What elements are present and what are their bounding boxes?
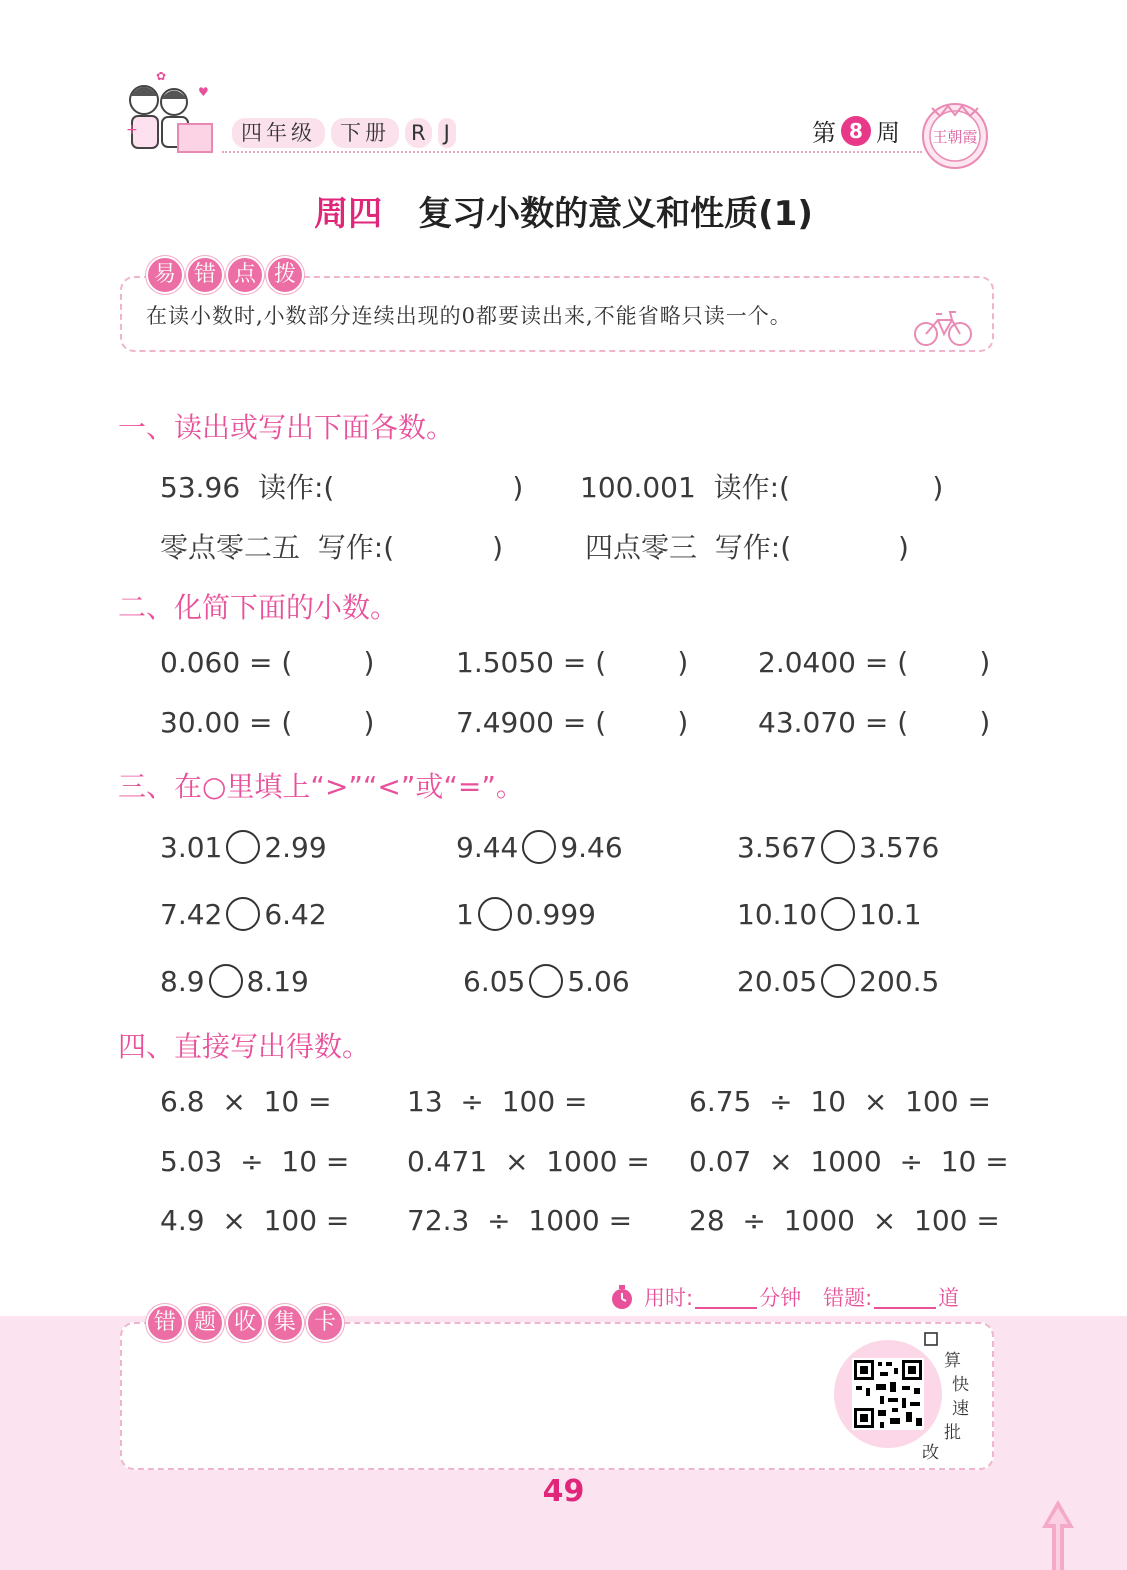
compare-circle[interactable]	[226, 897, 260, 931]
compare-item	[160, 897, 327, 931]
compare-right: 10.1	[859, 897, 922, 931]
compare-left: 1	[456, 897, 474, 931]
qr-code-icon[interactable]	[852, 1358, 924, 1430]
edition-j-tag: J	[438, 118, 456, 148]
card-label-char: 错	[146, 1304, 184, 1342]
qr-side-char: 批	[944, 1423, 961, 1443]
compare-left: 20.05	[737, 964, 818, 998]
compare-left: 3.01	[160, 830, 223, 864]
card-label-char: 集	[266, 1304, 304, 1342]
compare-left: 8.9	[160, 964, 205, 998]
compare-item	[456, 897, 596, 931]
week-number: 8	[841, 116, 871, 146]
svg-text:✿: ✿	[156, 72, 167, 83]
tip-label-char: 点	[226, 256, 264, 294]
compare-item	[456, 830, 623, 864]
compare-right: 2.99	[264, 830, 327, 864]
calc-item: 0.07 × 1000 ÷ 10 =	[689, 1145, 1009, 1178]
tip-label	[146, 256, 304, 294]
simplify-item: 30.00 = ( )	[160, 706, 375, 739]
calc-item: 6.75 ÷ 10 × 100 =	[689, 1085, 991, 1118]
calc-item: 28 ÷ 1000 × 100 =	[689, 1204, 1000, 1237]
compare-circle[interactable]	[529, 964, 563, 998]
volume-tag: 下册	[331, 118, 399, 148]
qr-side-char: 算	[944, 1351, 961, 1371]
calc-item: 5.03 ÷ 10 =	[160, 1145, 350, 1178]
scan-frame-icon	[924, 1332, 938, 1346]
week-suffix: 周	[876, 119, 900, 147]
simplify-item: 0.060 = ( )	[160, 646, 375, 679]
compare-circle[interactable]	[209, 964, 243, 998]
time-unit: 分钟	[759, 1286, 802, 1310]
bicycle-icon	[912, 308, 974, 348]
compare-right: 3.576	[859, 830, 940, 864]
compare-circle[interactable]	[522, 830, 556, 864]
time-blank[interactable]	[695, 1285, 757, 1309]
compare-item	[737, 830, 939, 864]
calc-item: 4.9 × 100 =	[160, 1204, 350, 1237]
compare-circle[interactable]	[478, 897, 512, 931]
qr-side-char: 快	[952, 1375, 969, 1395]
errors-blank[interactable]	[874, 1285, 936, 1309]
time-label: 用时:	[644, 1286, 694, 1310]
compare-left: 6.05	[463, 964, 526, 998]
grade-tags	[232, 118, 456, 148]
compare-right: 8.19	[246, 964, 309, 998]
qr-side-char: 速	[952, 1399, 969, 1419]
card-label-char: 收	[226, 1304, 264, 1342]
simplify-item: 43.070 = ( )	[758, 706, 991, 739]
compare-left: 9.44	[456, 830, 519, 864]
error-card-label	[146, 1304, 344, 1342]
stopwatch-icon	[608, 1283, 636, 1311]
simplify-item: 2.0400 = ( )	[758, 646, 991, 679]
write-item: 四点零三 写作:( )	[585, 531, 909, 564]
seal-text: 王朝霞	[932, 128, 978, 146]
compare-left: 7.42	[160, 897, 223, 931]
read-item: 100.001 读作:( )	[580, 471, 944, 504]
compare-right: 200.5	[859, 964, 940, 998]
compare-circle[interactable]	[226, 830, 260, 864]
section-1-heading: 一、读出或写出下面各数。	[118, 411, 455, 444]
calc-item: 6.8 × 10 =	[160, 1085, 332, 1118]
page-number: 49	[542, 1474, 585, 1509]
qr-side-char: 改	[922, 1443, 939, 1463]
section-3-heading: 三、在○里填上“>”“<”或“=”。	[118, 770, 524, 803]
time-error-stats	[608, 1282, 959, 1312]
read-item: 53.96 读作:( )	[160, 471, 524, 504]
compare-right: 6.42	[264, 897, 327, 931]
kids-illustration-icon	[118, 72, 218, 162]
calc-item: 13 ÷ 100 =	[407, 1085, 588, 1118]
edition-r-tag: R	[405, 118, 432, 148]
compare-circle[interactable]	[821, 964, 855, 998]
tip-label-char: 错	[186, 256, 224, 294]
week-indicator	[812, 113, 900, 148]
calc-item: 0.471 × 1000 =	[407, 1145, 650, 1178]
compare-item	[160, 964, 309, 998]
card-label-char: 卡	[306, 1304, 344, 1342]
compare-right: 5.06	[567, 964, 630, 998]
compare-item	[160, 830, 327, 864]
compare-left: 10.10	[737, 897, 818, 931]
svg-text:+: +	[126, 122, 138, 138]
tip-label-char: 易	[146, 256, 184, 294]
title-day: 周四	[314, 194, 383, 234]
header-divider	[222, 151, 922, 153]
compare-item	[737, 964, 939, 998]
compare-circle[interactable]	[821, 897, 855, 931]
up-arrow-decoration-icon	[1040, 1498, 1076, 1570]
page-title	[0, 186, 1127, 235]
errors-unit: 道	[938, 1286, 960, 1310]
calc-item: 72.3 ÷ 1000 =	[407, 1204, 633, 1237]
seal-badge-icon	[918, 96, 992, 170]
simplify-item: 1.5050 = ( )	[456, 646, 689, 679]
grade-tag: 四年级	[232, 118, 325, 148]
week-prefix: 第	[812, 119, 836, 147]
compare-circle[interactable]	[821, 830, 855, 864]
simplify-item: 7.4900 = ( )	[456, 706, 689, 739]
svg-text:♥: ♥	[198, 85, 209, 99]
tip-text: 在读小数时,小数部分连续出现的0都要读出来,不能省略只读一个。	[146, 304, 792, 328]
compare-item	[737, 897, 922, 931]
title-text: 复习小数的意义和性质(1)	[418, 194, 813, 234]
compare-left: 3.567	[737, 830, 818, 864]
tip-label-char: 拨	[266, 256, 304, 294]
card-label-char: 题	[186, 1304, 224, 1342]
section-2-heading: 二、化简下面的小数。	[118, 591, 399, 624]
errors-label: 错题:	[823, 1286, 873, 1310]
compare-item	[463, 964, 630, 998]
compare-right: 9.46	[560, 830, 623, 864]
section-4-heading: 四、直接写出得数。	[118, 1030, 371, 1063]
write-item: 零点零二五 写作:( )	[160, 531, 503, 564]
compare-right: 0.999	[515, 897, 596, 931]
